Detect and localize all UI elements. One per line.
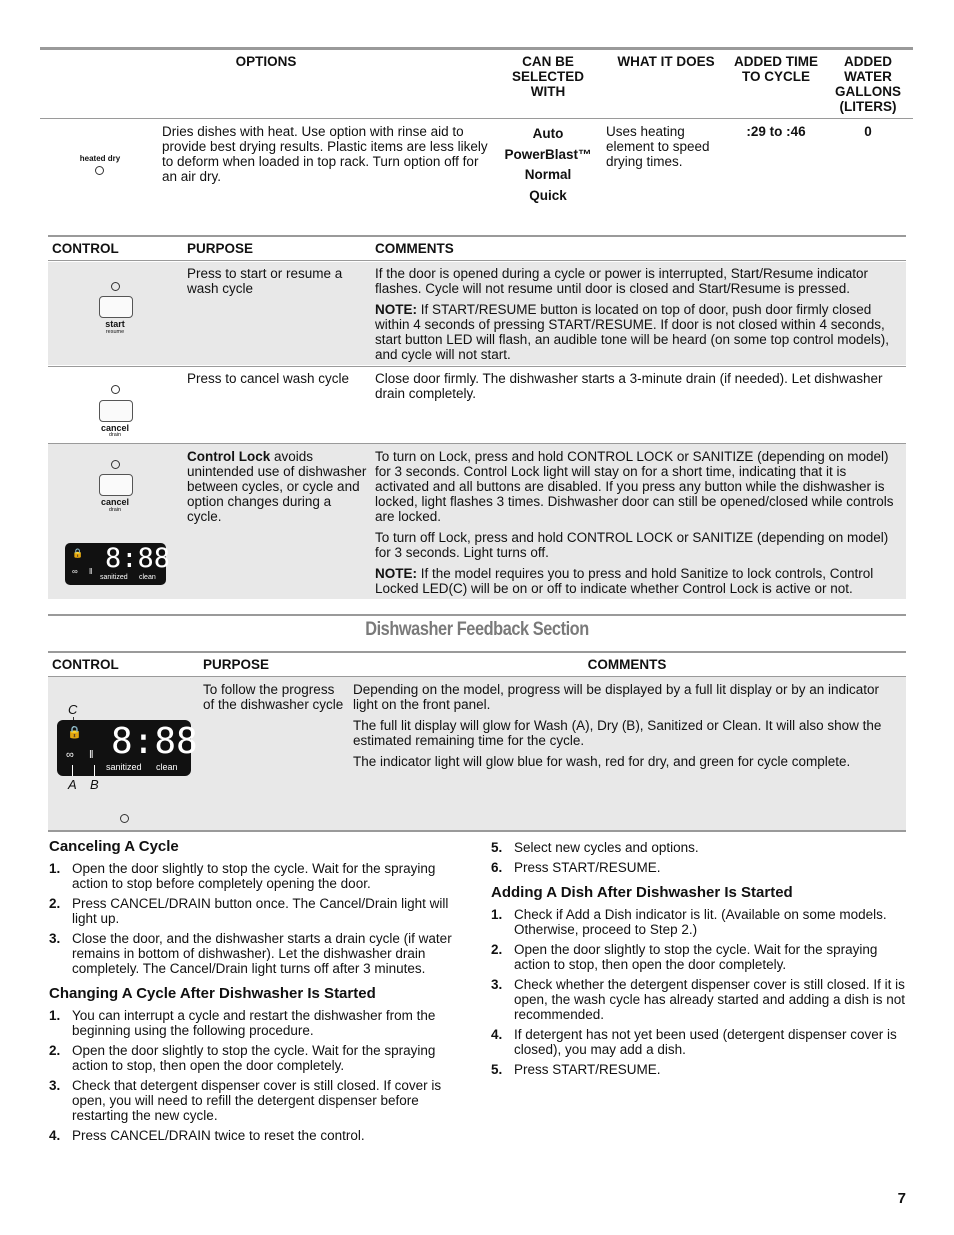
feedback-purpose-header: PURPOSE — [203, 657, 270, 672]
lock-display-panel — [65, 543, 171, 585]
list-item: 3. Check whether the detergent dispenser cover is still closed. If it is open, the wash cycle has already started and adding a dish is not recommended. — [491, 977, 905, 1022]
feedback-dry-icon: ‖ — [89, 749, 94, 761]
lock-icon: 🔒 — [72, 548, 84, 558]
feedback-section-title: Dishwasher Feedback Section — [365, 619, 589, 640]
control-table-top-rule — [48, 235, 906, 237]
added-water-header: ADDED WATER GALLONS (LITERS) — [835, 54, 901, 114]
sanitized-label: sanitized — [100, 574, 128, 581]
canceling-steps — [49, 861, 464, 976]
row-divider — [48, 366, 906, 367]
feedback-top-rule — [48, 614, 906, 616]
feedback-display-panel — [57, 720, 198, 776]
cancel-comment: Close door firmly. The dishwasher starts a 3-minute drain (if needed). Let dishwasher drain completely. — [375, 371, 883, 401]
can-be-selected-header: CAN BE SELECTED WITH — [511, 54, 584, 99]
feedback-clean-label: clean — [156, 762, 178, 772]
what-it-does-header: WHAT IT DOES — [617, 54, 715, 69]
list-item: 3. Close the door, and the dishwasher starts a drain cycle (if water remains in bottom of dishwasher). Let the dishwasher drain completely. The Cancel/Drain light turns off after 3 minutes. — [49, 931, 452, 976]
canceling-title: Canceling A Cycle — [49, 838, 179, 855]
added-time-header: ADDED TIME TO CYCLE — [734, 54, 818, 84]
start-indicator-icon — [111, 282, 120, 291]
top-rule — [40, 47, 913, 50]
selected-with-list — [498, 124, 598, 206]
control-lock-indicator-icon — [111, 460, 120, 469]
selected-with-normal: Normal — [524, 167, 572, 182]
list-item: 2. Open the door slightly to stop the cycle. Wait for the spraying action to stop, then open the door completely. — [49, 1043, 436, 1073]
cancel-indicator-icon — [111, 385, 120, 394]
start-comment-1: If the door is opened during a cycle or power is interrupted, Start/Resume indicator flashes. Cycle will not resume until door is closed and Start/Resume is pressed. — [375, 266, 869, 296]
wash-icon: ∞ — [72, 567, 78, 576]
comments-header: COMMENTS — [375, 241, 454, 256]
cancel-purpose: Press to cancel wash cycle — [187, 371, 350, 386]
control-lock-comments — [375, 449, 903, 602]
control-lock-cancel-label: cancel — [100, 497, 130, 507]
purpose-header: PURPOSE — [187, 241, 254, 256]
note-lead: NOTE: — [375, 302, 417, 317]
control-lock-comment-2: To turn off Lock, press and hold CONTROL LOCK or SANITIZE (depending on model) for 3 seconds. Light turns off. — [375, 530, 889, 560]
start-comment-2: NOTE: If START/RESUME button is located on top of door, push door firmly closed within 4 seconds of pressing START/RESUME. If door is not closed within 4 seconds, start button LED will flash, an audible tone will be heard (on some top control models), and cycle will not start. — [375, 302, 890, 362]
feedback-lock-icon: 🔒 — [67, 725, 82, 739]
progress-indicator-light-icon — [120, 814, 129, 823]
right-column — [491, 840, 906, 1082]
control-lock-cancel-button-icon — [99, 474, 133, 496]
options-header: OPTIONS — [235, 54, 297, 69]
selected-with-quick: Quick — [529, 187, 567, 203]
list-item: 1. Open the door slightly to stop the cycle. Wait for the spraying action to stop before completely opening the door. — [49, 861, 436, 891]
callout-c: C — [68, 702, 78, 717]
feedback-purpose: To follow the progress of the dishwasher cycle — [203, 682, 344, 712]
feedback-comment-1: Depending on the model, progress will be displayed by a full lit display or by an indicator light on the front panel. — [353, 682, 880, 712]
feedback-wash-icon: ∞ — [66, 749, 74, 761]
drain-button-sublabel: drain — [108, 432, 122, 438]
list-item: 4. If detergent has not yet been used (detergent dispenser cover is closed), you may add a dish. — [491, 1027, 897, 1057]
list-item: 3. Check that detergent dispenser cover is still closed. If cover is open, you will need to refill the detergent dispenser before restarting the new cycle. — [49, 1078, 442, 1123]
feedback-time-display: 8:88 — [111, 721, 198, 762]
callout-a: A — [68, 777, 77, 792]
heated-dry-what-it-does: Uses heating element to speed drying times. — [606, 124, 710, 169]
heated-dry-added-water: 0 — [864, 124, 872, 139]
feedback-sanitized-label: sanitized — [106, 762, 142, 772]
left-column — [49, 839, 464, 1148]
cancel-drain-button-icon — [99, 400, 133, 422]
list-item: 2. Open the door slightly to stop the cycle. Wait for the spraying action to stop, then open the door completely. — [491, 942, 878, 972]
changing-steps-continued — [491, 840, 906, 875]
list-item: 5. Select new cycles and options. — [491, 840, 699, 855]
heated-dry-indicator-icon — [95, 166, 104, 175]
selected-with-auto: Auto — [532, 126, 564, 141]
options-header-rule — [40, 118, 913, 119]
dry-icon: ‖ — [89, 567, 93, 576]
control-lock-comment-1: To turn on Lock, press and hold CONTROL LOCK or SANITIZE (depending on model) for 3 seconds. Control Lock light will stay on for a short time, indicating that it is activated and all buttons are disabled. If you press any button while the dishwasher is locked, light flashes 3 times. Dishwasher door can still be opened/closed while controls are locked. — [375, 449, 894, 524]
start-comments — [375, 266, 903, 368]
feedback-bottom-rule — [48, 830, 906, 832]
heated-dry-description: Dries dishes with heat. Use option with rinse aid to provide best drying results. Plastic items are less likely to deform when loaded in top rack. Turn option off for an air dry. — [162, 124, 488, 184]
callout-b-line — [94, 765, 95, 776]
list-item: 6. Press START/RESUME. — [491, 860, 661, 875]
adding-steps — [491, 907, 906, 1077]
start-resume-button-icon — [99, 296, 133, 318]
feedback-comment-3: The indicator light will glow blue for wash, red for dry, and green for cycle complete. — [353, 754, 851, 769]
selected-with-powerblast: PowerBlast™ — [504, 146, 592, 162]
clean-label: clean — [139, 574, 156, 581]
adding-title: Adding A Dish After Dishwasher Is Started — [491, 884, 793, 901]
control-lock-drain-sublabel: drain — [108, 507, 122, 513]
heated-dry-label: heated dry — [79, 154, 121, 163]
resume-button-sublabel: resume — [105, 329, 125, 335]
start-button-label: start — [105, 319, 125, 329]
changing-title: Changing A Cycle After Dishwasher Is Started — [49, 985, 376, 1002]
feedback-comment-2: The full lit display will glow for Wash (A), Dry (B), Sanitized or Clean. It will also show the estimated remaining time for the cycle. — [353, 718, 882, 748]
page-number: 7 — [897, 1190, 906, 1207]
start-purpose: Press to start or resume a wash cycle — [187, 266, 343, 296]
callout-b: B — [90, 777, 99, 792]
feedback-header-top-rule — [48, 651, 906, 653]
feedback-comments-header: COMMENTS — [587, 657, 667, 672]
list-item: 2. Press CANCEL/DRAIN button once. The Cancel/Drain light will light up. — [49, 896, 449, 926]
control-lock-purpose: Control Lock avoids unintended use of dishwasher between cycles, or cycle and option changes during a cycle. — [187, 449, 367, 524]
callout-a-line — [72, 765, 73, 776]
heated-dry-added-time: :29 to :46 — [746, 124, 806, 139]
feedback-control-header: CONTROL — [52, 657, 119, 672]
control-header-rule — [48, 260, 906, 261]
feedback-comments — [353, 682, 903, 775]
list-item: 1. You can interrupt a cycle and restart the dishwasher from the beginning using the following procedure. — [49, 1008, 436, 1038]
list-item: 1. Check if Add a Dish indicator is lit. (Available on some models. Otherwise, proceed to Step 2.) — [491, 907, 887, 937]
control-header: CONTROL — [52, 241, 119, 256]
time-display: 8:88 — [105, 543, 171, 574]
list-item: 5. Press START/RESUME. — [491, 1062, 661, 1077]
list-item: 4. Press CANCEL/DRAIN twice to reset the control. — [49, 1128, 365, 1143]
control-lock-comment-3: NOTE: If the model requires you to press and hold Sanitize to lock controls, Control Locked LED(C) will be on or off to indicate whether Control Lock is active or not. — [375, 566, 874, 596]
cancel-button-label: cancel — [100, 423, 130, 433]
changing-steps — [49, 1008, 464, 1143]
